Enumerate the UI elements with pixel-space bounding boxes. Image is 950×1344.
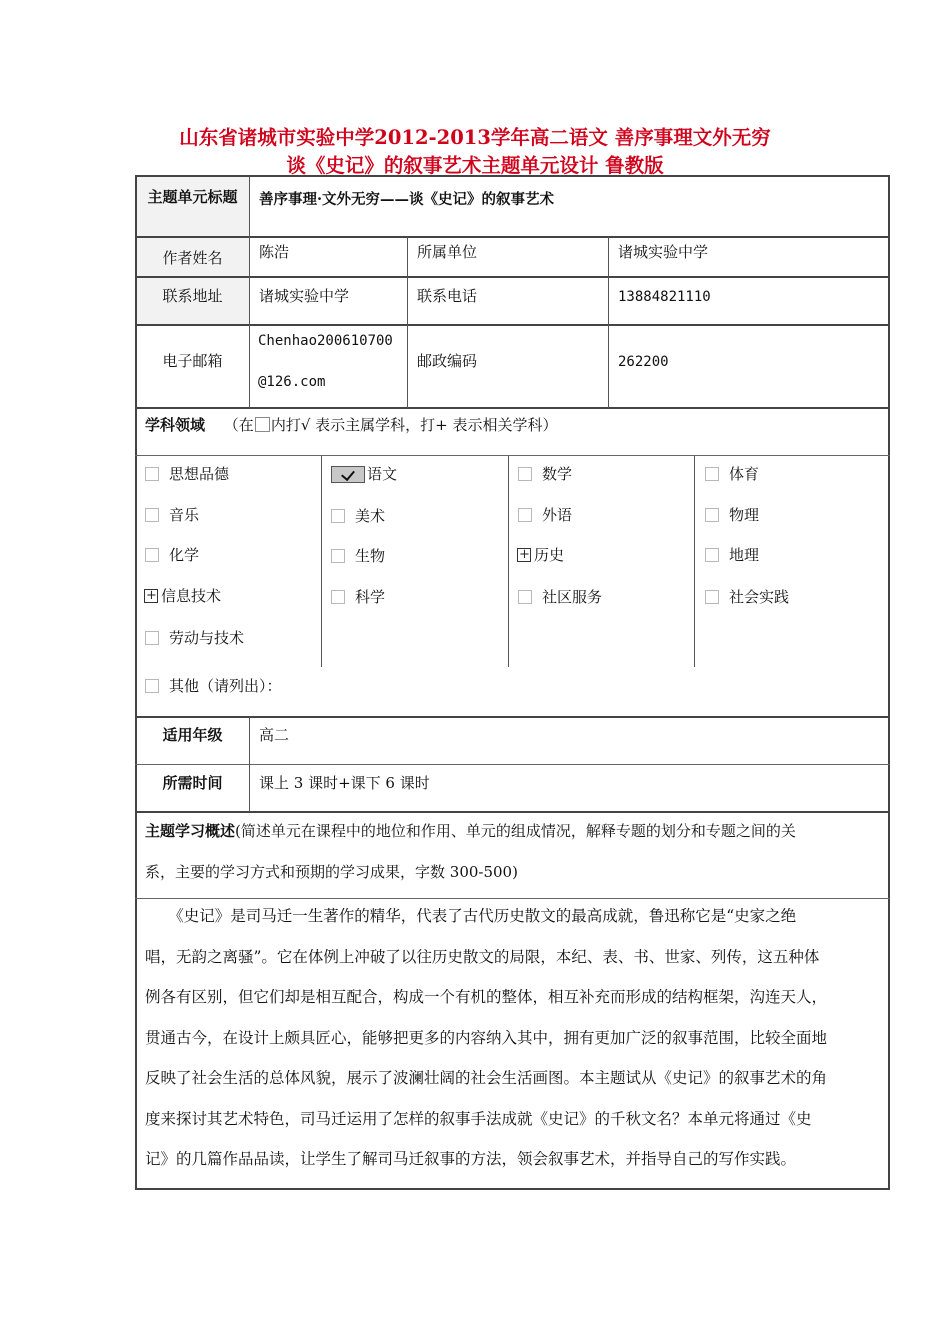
subject-name: 信息技术	[161, 587, 222, 605]
overview-hint-2: 系，主要的学习方式和预期的学习成果，字数 300-500)	[145, 863, 518, 881]
grade-value: 高二	[259, 726, 290, 744]
subject-name: 化学	[169, 546, 200, 564]
subject-checkbox-moral[interactable]	[145, 464, 229, 484]
author-label: 作者姓名	[162, 249, 223, 267]
phone-label: 联系电话	[417, 287, 478, 305]
subject-checkbox-biology[interactable]	[331, 546, 385, 566]
subject-checkbox-chemistry[interactable]	[145, 545, 199, 565]
checkbox-icon	[145, 679, 159, 693]
document-title-line2: 谈《史记》的叙事艺术主题单元设计 鲁教版	[286, 154, 664, 177]
overview-line: 反映了社会生活的总体风貌，展示了波澜壮阔的社会生活画图。本主题试从《史记》的叙事艺术的角	[145, 1069, 828, 1087]
subject-checkbox-it[interactable]	[144, 586, 221, 606]
overview-line: 度来探讨其艺术特色，司马迁运用了怎样的叙事手法成就《史记》的千秋文名？本单元将通过《史	[145, 1109, 812, 1128]
subject-checkbox-physics[interactable]	[705, 505, 759, 525]
subject-hint-b: 内打√ 表示主属学科，打+ 表示相关学科）	[270, 416, 558, 434]
document-title-line1: 山东省诸城市实验中学2012-2013学年高二语文 善序事理文外无穷	[179, 126, 771, 149]
subject-name: 美术	[355, 507, 386, 525]
checkbox-icon	[518, 467, 532, 481]
phone-value: 13884821110	[618, 289, 711, 305]
author-value: 陈浩	[259, 243, 290, 261]
column-divider	[249, 717, 250, 812]
subject-checkbox-geography[interactable]	[705, 545, 759, 565]
subject-name: 体育	[729, 465, 760, 483]
overview-hint-1: (简述单元在课程中的地位和作用、单元的组成情况，解释专题的划分和专题之间的关	[235, 822, 796, 840]
subject-checkbox-art[interactable]	[331, 506, 385, 526]
checkbox-icon	[705, 548, 719, 562]
subject-checkbox-social-practice[interactable]	[705, 587, 789, 607]
subject-checkbox-science[interactable]	[331, 587, 385, 607]
subject-name: 劳动与技术	[169, 629, 245, 647]
subject-checkbox-other[interactable]	[145, 676, 282, 696]
address-value: 诸城实验中学	[259, 287, 350, 305]
subject-name: 历史	[534, 546, 565, 564]
column-divider	[608, 237, 609, 408]
checkbox-icon	[145, 548, 159, 562]
subject-hint-a: （在	[223, 416, 254, 434]
unit-title-label: 主题单元标题	[147, 188, 238, 206]
overview-line: 例各有区别，但它们却是相互配合，构成一个有机的整体，相互补充而形成的结构框架，沟连天人，	[145, 988, 828, 1006]
checkbox-icon	[145, 467, 159, 481]
org-label: 所属单位	[417, 243, 478, 261]
subject-name: 外语	[542, 506, 573, 524]
column-divider	[694, 456, 695, 667]
subject-checkbox-labor[interactable]	[145, 628, 244, 648]
checkbox-icon	[518, 508, 532, 522]
subject-name: 其他（请列出）：	[169, 677, 282, 695]
subject-name: 生物	[355, 547, 386, 565]
email-line2: @126.com	[258, 374, 326, 390]
column-divider	[407, 237, 408, 408]
overview-line: 《史记》是司马迁一生著作的精华，代表了古代历史散文的最高成就，鲁迅称它是“史家之绝	[145, 907, 797, 925]
checkbox-sample-icon	[255, 417, 270, 432]
plus-checkbox-icon	[144, 589, 158, 603]
checkbox-icon	[331, 509, 345, 523]
overview-line: 记》的几篇作品品读，让学生了解司马迁叙事的方法，领会叙事艺术，并指导自己的写作实践。	[145, 1150, 797, 1168]
time-value: 课上 3 课时+课下 6 课时	[259, 774, 430, 792]
checked-checkbox-icon	[331, 466, 365, 483]
column-divider	[321, 456, 322, 667]
subject-name: 音乐	[169, 506, 200, 524]
org-value: 诸城实验中学	[618, 243, 709, 261]
subject-header	[145, 415, 885, 435]
checkbox-icon	[145, 508, 159, 522]
subject-name: 社区服务	[542, 588, 603, 606]
zip-value: 262200	[618, 354, 669, 370]
checkbox-icon	[518, 590, 532, 604]
subject-checkbox-foreign-language[interactable]	[518, 505, 572, 525]
checkbox-icon	[145, 631, 159, 645]
checkbox-icon	[705, 508, 719, 522]
grade-label: 适用年级	[162, 726, 223, 744]
subject-checkbox-history[interactable]	[517, 545, 564, 565]
overview-line: 唱，无韵之离骚”。它在体例上冲破了以往历史散文的局限，本纪、表、书、世家、列传，这五种体	[145, 947, 820, 966]
checkbox-icon	[705, 590, 719, 604]
zip-label: 邮政编码	[417, 352, 478, 370]
overview-body	[145, 896, 883, 1180]
subject-checkbox-community[interactable]	[518, 587, 602, 607]
overview-label: 主题学习概述	[145, 822, 236, 840]
subject-name: 地理	[729, 546, 760, 564]
subject-label: 学科领域	[145, 416, 206, 434]
subject-name: 科学	[355, 588, 386, 606]
subject-checkbox-music[interactable]	[145, 505, 199, 525]
subject-name: 社会实践	[729, 588, 790, 606]
time-label: 所需时间	[162, 774, 223, 792]
subject-name: 物理	[729, 506, 760, 524]
overview-line: 贯通古今，在设计上颇具匠心，能够把更多的内容纳入其中，拥有更加广泛的叙事范围，比较全面地	[145, 1028, 828, 1047]
subject-checkbox-chinese[interactable]	[331, 464, 397, 484]
subject-checkbox-math[interactable]	[518, 464, 572, 484]
checkbox-icon	[331, 590, 345, 604]
email-label: 电子邮箱	[162, 352, 223, 370]
address-label: 联系地址	[162, 287, 223, 305]
subject-name: 语文	[367, 465, 398, 483]
plus-checkbox-icon	[517, 548, 531, 562]
subject-name: 思想品德	[169, 465, 230, 483]
column-divider	[249, 177, 250, 408]
overview-header-line1	[145, 821, 885, 841]
subject-name: 数学	[542, 465, 573, 483]
email-line1: Chenhao200610700	[258, 333, 393, 349]
subject-checkbox-pe[interactable]	[705, 464, 759, 484]
unit-title-value: 善序事理·文外无穷——谈《史记》的叙事艺术	[259, 191, 555, 208]
row-divider	[135, 455, 890, 456]
checkbox-icon	[331, 549, 345, 563]
checkbox-icon	[705, 467, 719, 481]
column-divider	[508, 456, 509, 667]
